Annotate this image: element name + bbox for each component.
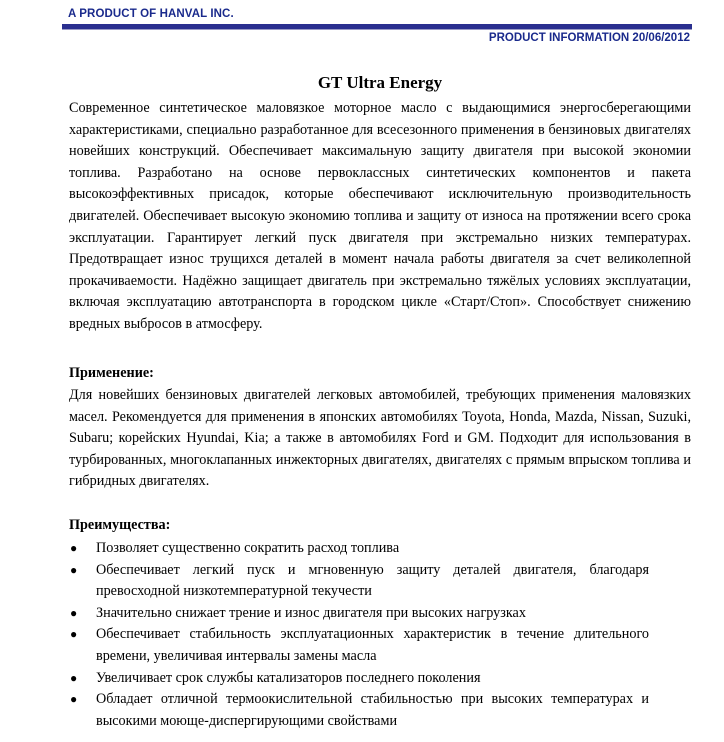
list-item [69,603,649,625]
list-item [69,560,649,603]
document-title: GT Ultra Energy [317,73,443,92]
bullet-icon: ● [70,692,78,707]
list-item-text: Увеличивает срок службы катализаторов последнего поколения [96,669,481,686]
list-item [69,668,649,690]
company-label: A PRODUCT OF HANVAL INC. [68,8,234,20]
bullet-icon: ● [70,605,78,620]
list-item [69,538,649,560]
product-info-date: PRODUCT INFORMATION 20/06/2012 [488,32,690,44]
bullet-icon: ● [70,562,78,577]
advantages-list [69,538,649,732]
list-item [69,689,649,732]
advantages-heading: Преимущества: [69,517,171,533]
application-paragraph: Для новейших бензиновых двигателей легковых автомобилей, требующих применения маловязких масел. Рекомендуется для применения в японских автомобилях Toyota, Honda, Mazda, Nissan, Suzuki, Subaru; корейских Hyundai, Kia; а также в автомобилях Ford и GM. Подходит для использования в турбированных, многоклапанных инжекторных двигателях, двигателях с прямым впрыском топлива и гибридных двигателях. [69,387,691,490]
bullet-icon: ● [70,670,78,685]
list-item-text: Обеспечивает легкий пуск и мгновенную защиту деталей двигателя, благодаря превосходной низкотемпературной текучести [96,561,649,600]
list-item-text: Значительно снижает трение и износ двигателя при высоких нагрузках [96,604,526,621]
bullet-icon: ● [70,627,78,642]
list-item-text: Обеспечивает стабильность эксплуатационных характеристик в течение длительного времени, увеличивая интервалы замены масла [96,626,649,664]
list-item-text: Позволяет существенно сократить расход топлива [96,540,400,556]
list-item [69,624,649,667]
header-rule-thin [62,29,692,30]
intro-paragraph: Современное синтетическое маловязкое моторное масло с выдающимися энергосберегающими характеристиками, специально разработанное для всесезонного применения в бензиновых двигателях новейших конструкций. Обеспечивает максимальную защиту двигателя при высокой экономии топлива. Разработано на основе первоклассных синтетических компонентов и пакета высокоэффективных присадок, которые обеспечивают исключительную производительность двигателей. Обеспечивает высокую экономию топлива и защиту от износа на протяжении всего срока эксплуатации. Гарантирует легкий пуск двигателя при экстремально низких температурах. Предотвращает износ трущихся деталей в момент начала работы двигателя за счет великолепной прокачиваемости. Надёжно защищает двигатель при экстремально тяжёлых условиях эксплуатации, включая эксплуатацию автотранспорта в городском цикле «Старт/Стоп». Способствует снижению вредных выбросов в атмосферу. [69,100,691,332]
list-item-text: Обладает отличной термоокислительной стабильностью при высоких температурах и высокими моюще-диспергирующими свойствами [96,691,649,729]
application-heading: Применение: [69,365,154,381]
bullet-icon: ● [70,541,78,555]
